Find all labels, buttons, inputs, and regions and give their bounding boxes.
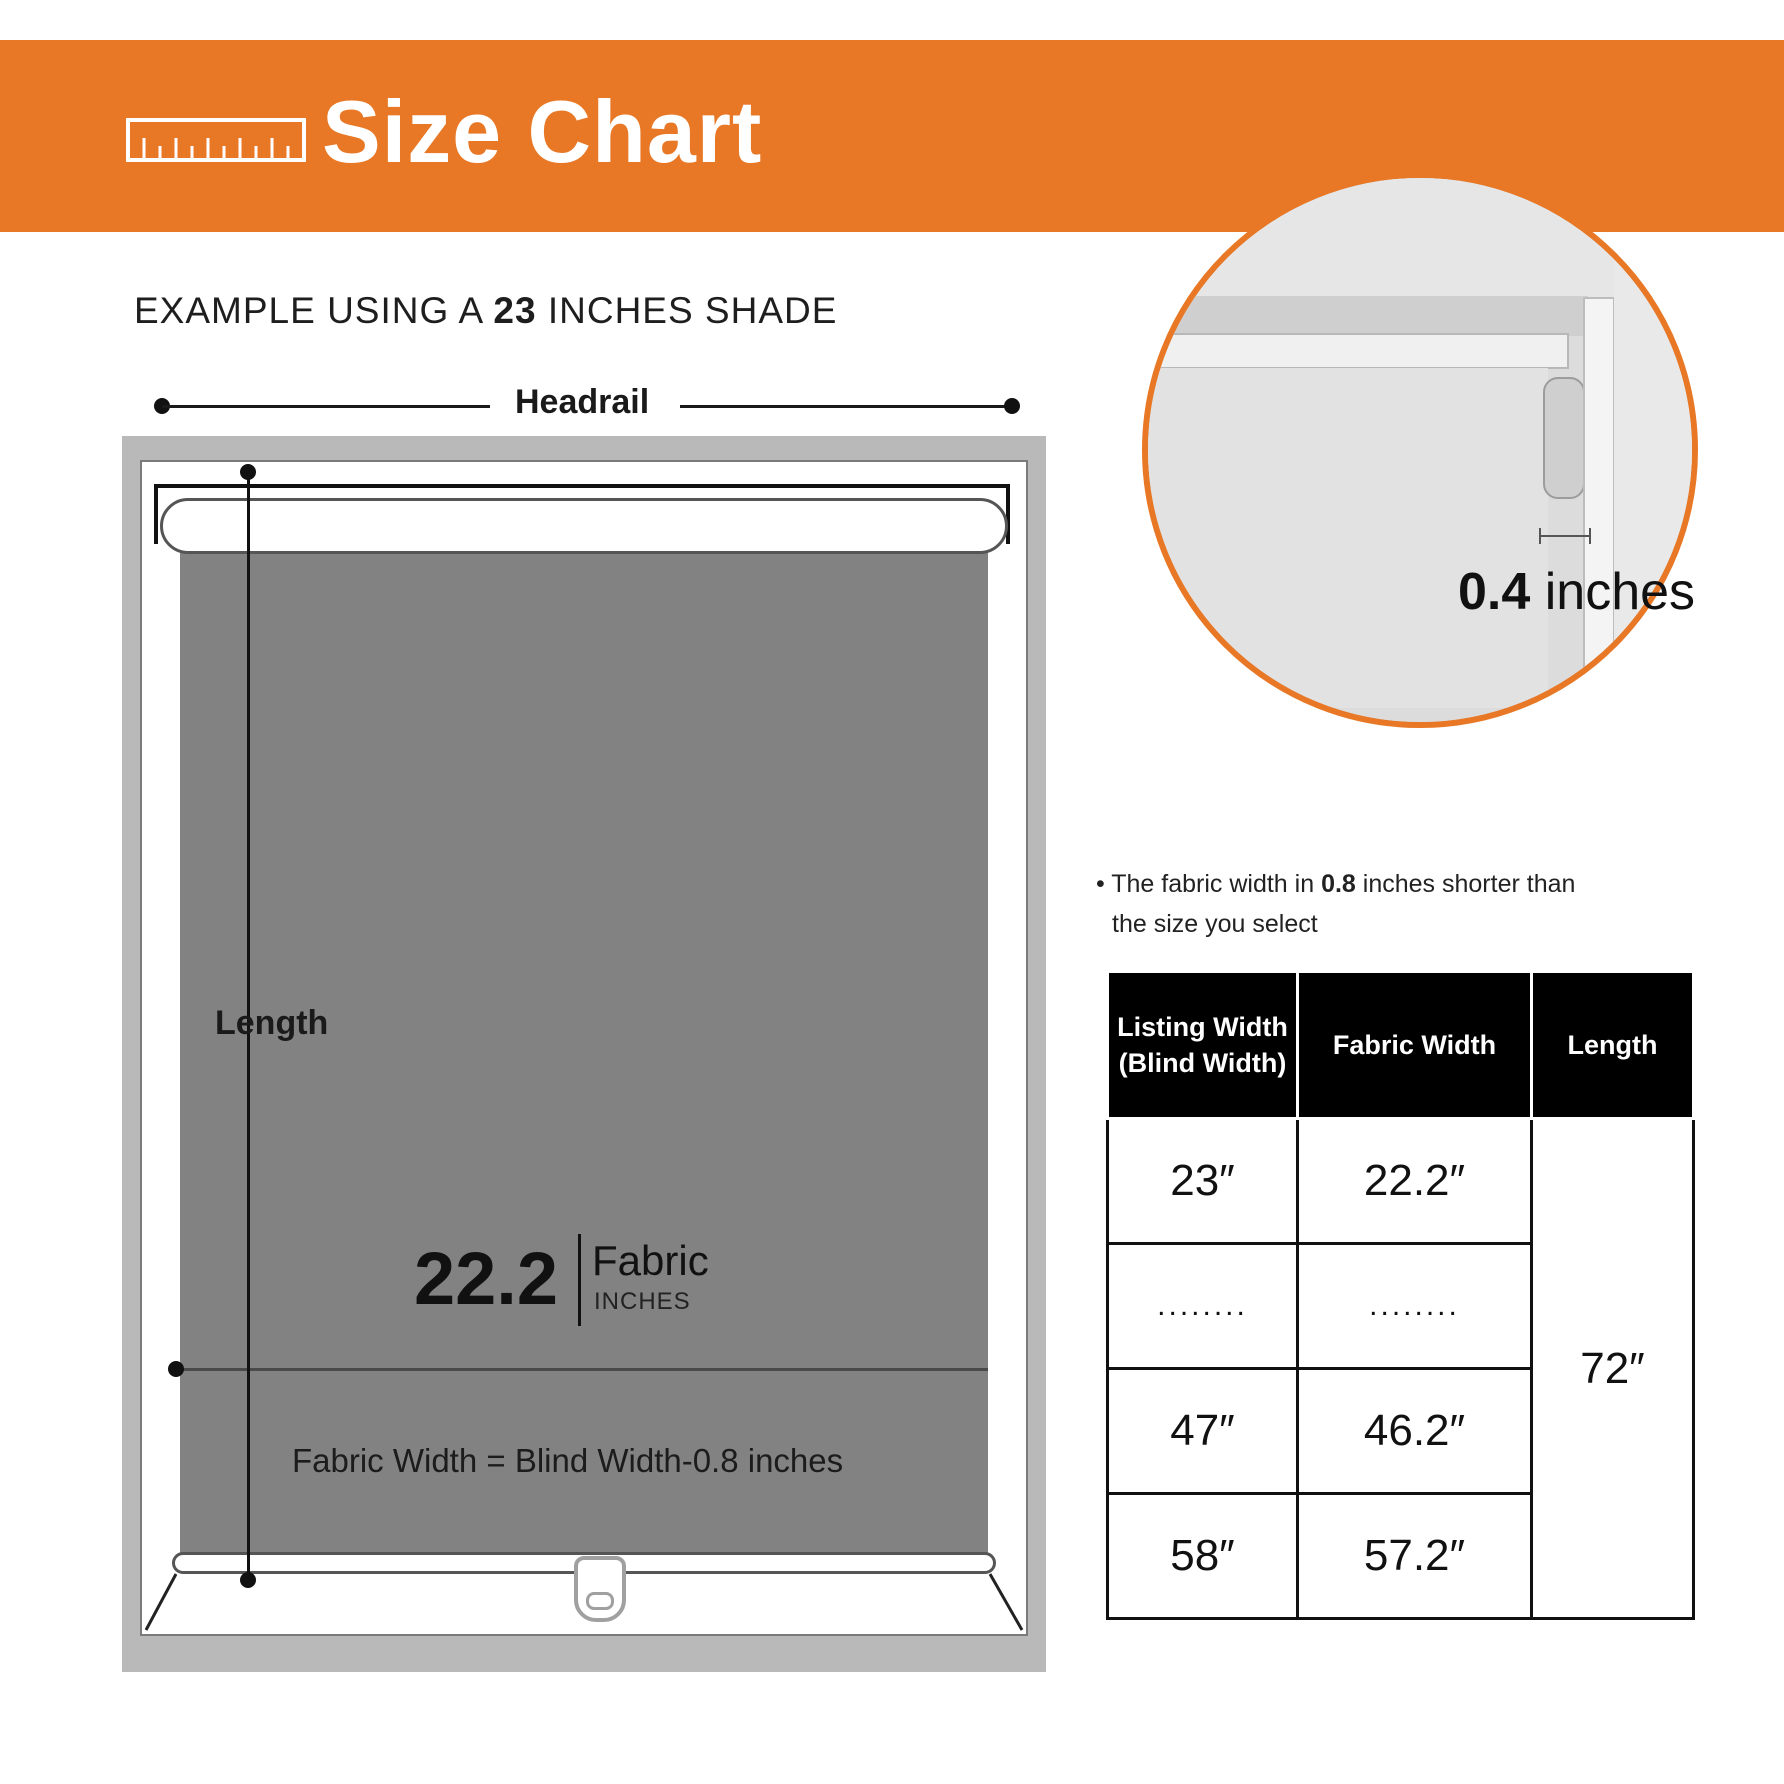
headrail-label: Headrail bbox=[515, 383, 650, 421]
fabric-width-cell: ........ bbox=[1298, 1244, 1532, 1369]
length-cell: 72″ bbox=[1532, 1119, 1694, 1619]
note-suffix: inches shorter than bbox=[1355, 870, 1576, 898]
example-size: 23 bbox=[493, 290, 537, 331]
listing-width-cell: 47″ bbox=[1108, 1369, 1298, 1494]
page-title: Size Chart bbox=[322, 82, 763, 181]
gap-unit: inches bbox=[1530, 563, 1696, 621]
header-listing-width: Listing Width (Blind Width) bbox=[1108, 972, 1298, 1119]
length-label: Length bbox=[215, 1004, 329, 1042]
note-line-2: the size you select bbox=[1112, 910, 1318, 938]
fabric-width-cell: 46.2″ bbox=[1298, 1369, 1532, 1494]
fabric-width-value: 22.2 bbox=[414, 1237, 559, 1320]
pull-handle-hole bbox=[586, 1592, 614, 1610]
table-header-row bbox=[1108, 972, 1694, 1119]
fabric-formula: Fabric Width = Blind Width-0.8 inches bbox=[292, 1442, 844, 1479]
ruler-icon bbox=[126, 118, 306, 162]
fabric-note bbox=[1096, 864, 1656, 944]
headrail-roller bbox=[160, 498, 1008, 554]
note-line-1: • The fabric width in 0.8 inches shorter than bbox=[1096, 870, 1576, 898]
gap-value: 0.4 bbox=[1458, 563, 1531, 621]
note-prefix: The fabric width in bbox=[1111, 870, 1322, 898]
fabric-divider bbox=[578, 1234, 581, 1326]
roller-detail-illustration bbox=[1148, 178, 1698, 728]
headrail-line-left bbox=[162, 405, 490, 408]
fabric-width-cell: 22.2″ bbox=[1298, 1119, 1532, 1244]
note-value: 0.8 bbox=[1321, 870, 1356, 898]
header-length: Length bbox=[1532, 972, 1694, 1119]
fabric-width-dot bbox=[168, 1361, 184, 1377]
pull-handle bbox=[574, 1556, 626, 1622]
example-prefix: EXAMPLE USING A bbox=[134, 290, 494, 331]
size-table bbox=[1106, 970, 1695, 1620]
headrail-line-right bbox=[680, 405, 1010, 408]
header-fabric-width: Fabric Width bbox=[1298, 972, 1532, 1119]
fabric-width-line bbox=[180, 1368, 988, 1371]
fabric-label: Fabric bbox=[592, 1237, 709, 1284]
headrail-right-dot bbox=[1004, 398, 1020, 414]
gap-label bbox=[1458, 562, 1695, 622]
listing-width-cell: ........ bbox=[1108, 1244, 1298, 1369]
shade-fabric bbox=[180, 548, 988, 1558]
length-bottom-dot bbox=[240, 1572, 256, 1588]
listing-width-cell: 58″ bbox=[1108, 1494, 1298, 1619]
fabric-width-cell: 57.2″ bbox=[1298, 1494, 1532, 1619]
example-caption bbox=[134, 290, 837, 332]
fabric-unit: INCHES bbox=[594, 1288, 691, 1315]
table-row bbox=[1108, 1119, 1694, 1244]
listing-width-cell: 23″ bbox=[1108, 1119, 1298, 1244]
example-suffix: INCHES SHADE bbox=[536, 290, 838, 331]
detail-zoom-circle bbox=[1142, 172, 1698, 728]
